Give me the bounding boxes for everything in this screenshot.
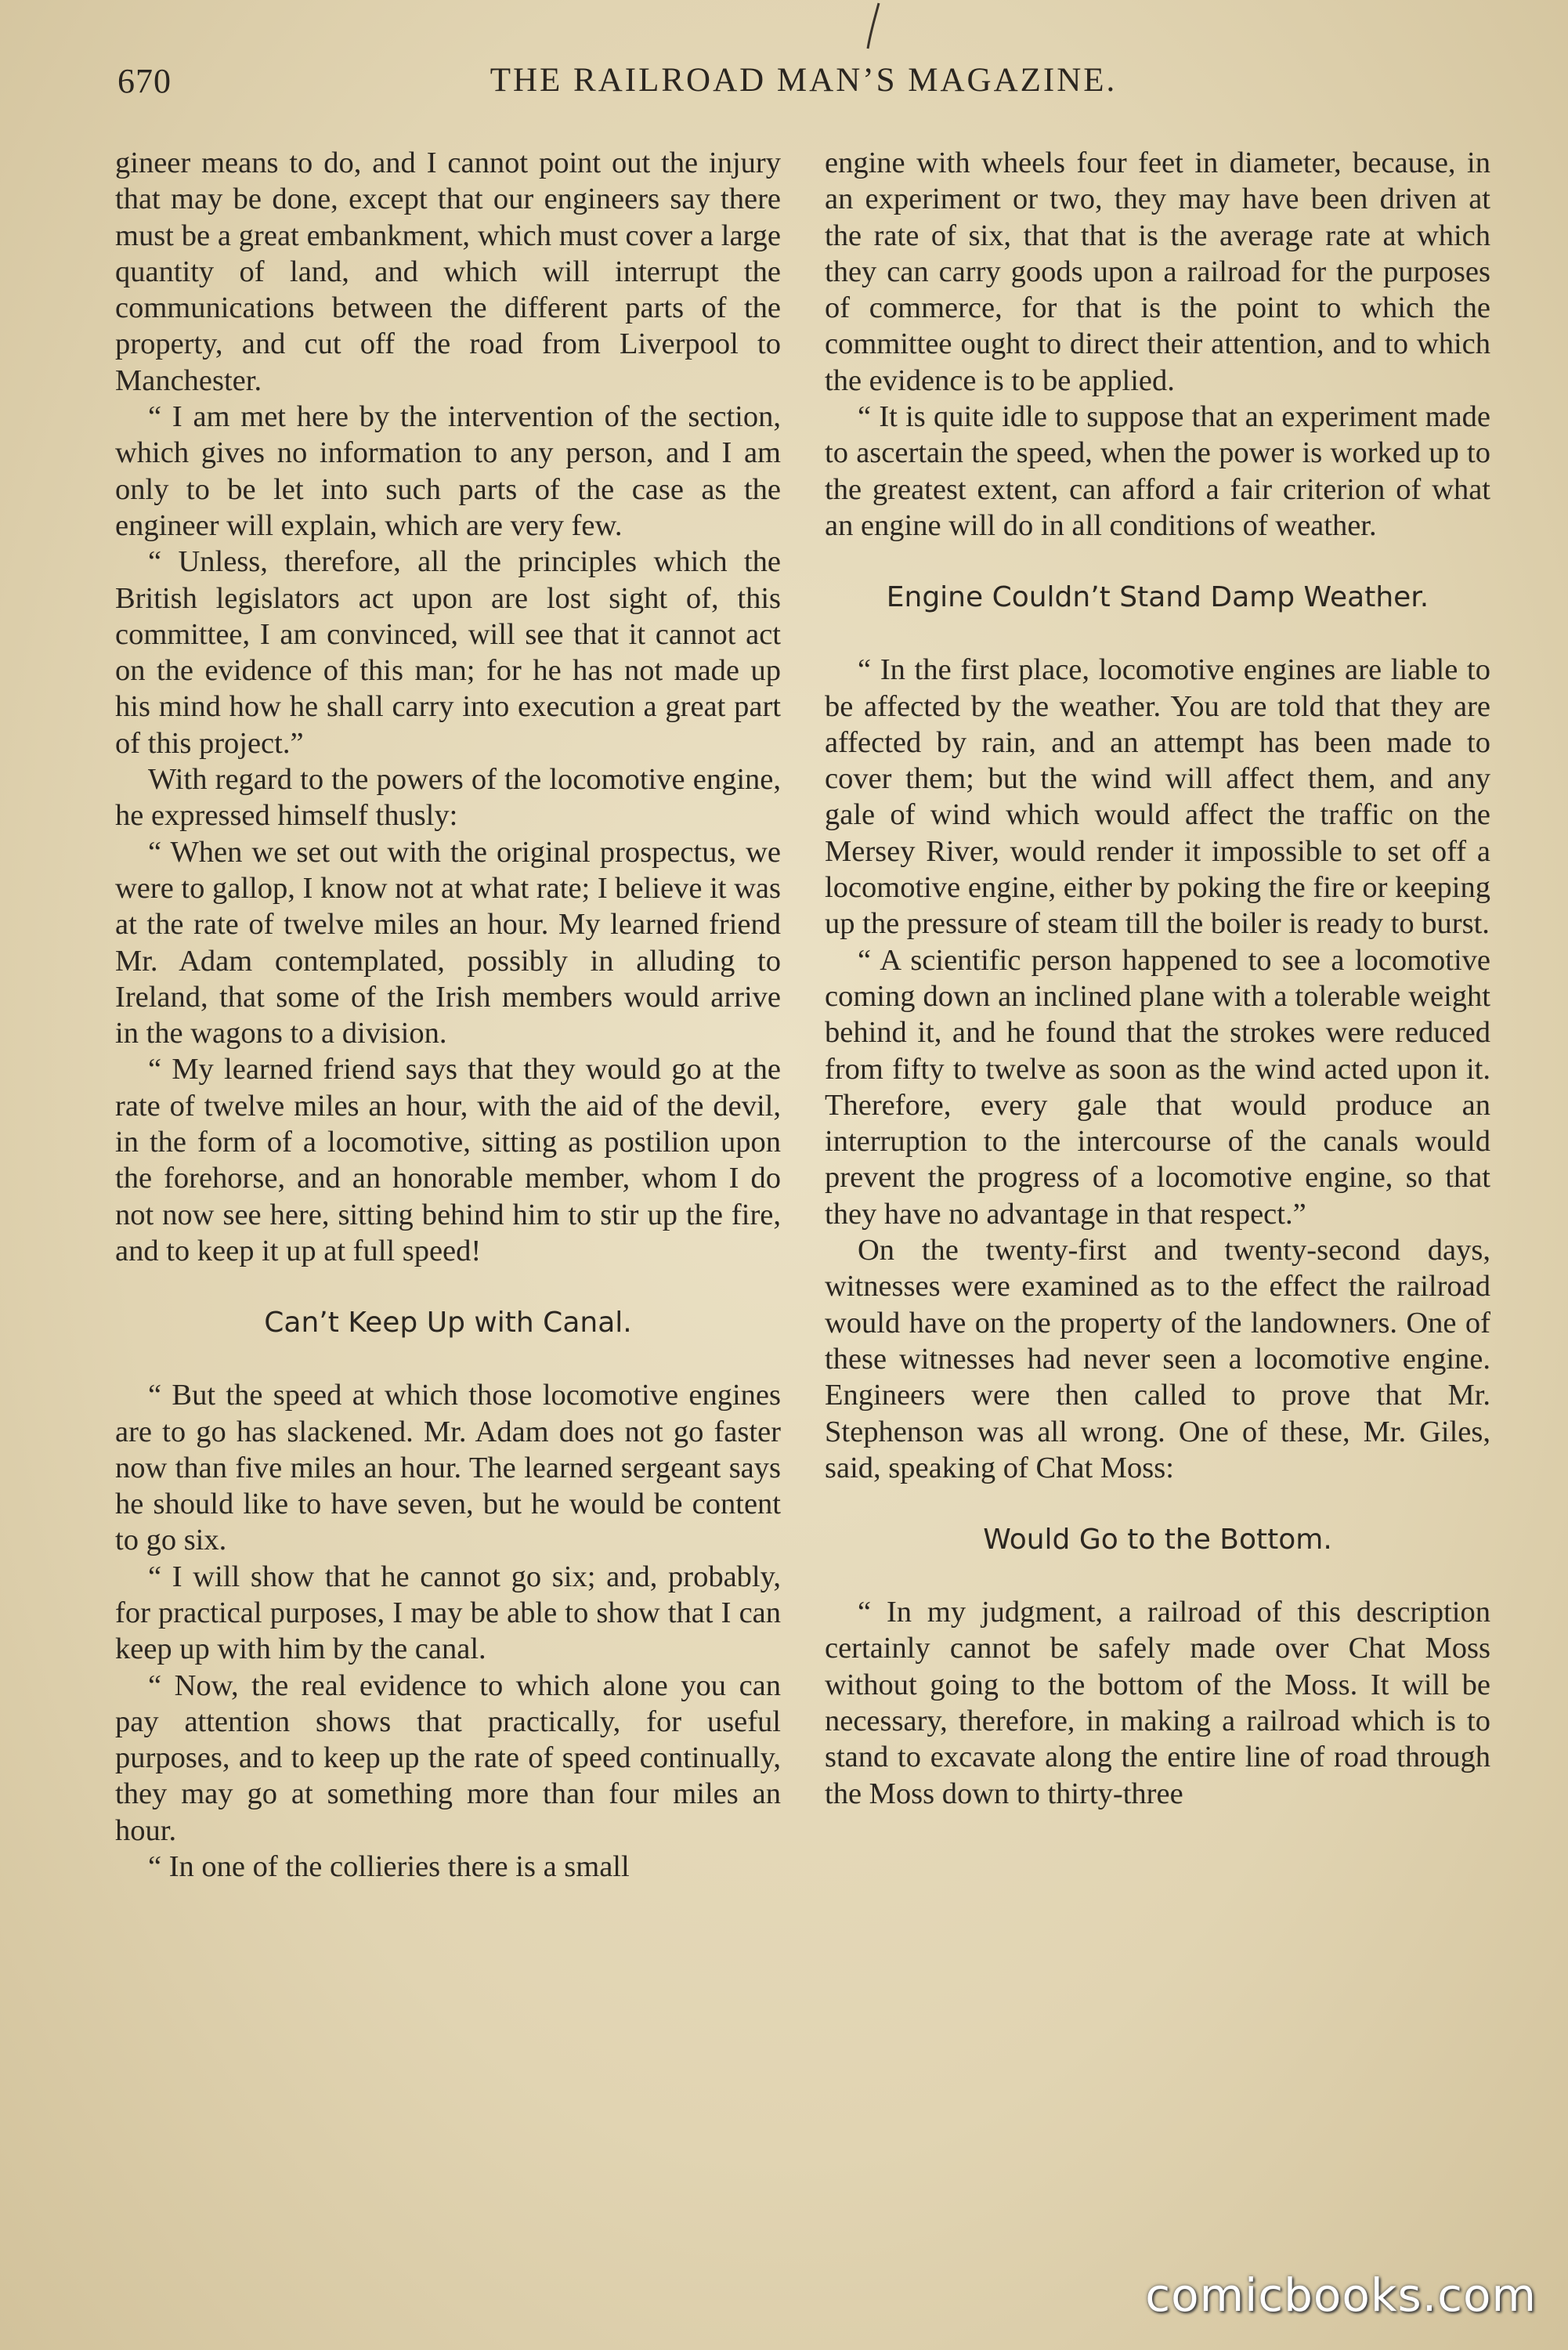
running-title: THE RAILROAD MAN’S MAGAZINE. — [490, 62, 1118, 99]
paragraph: On the twenty-first and twenty-second days, witnesses were examined as to the effect the railroad would have on the property of the landowners. One of these witnesses had never seen a locomotive engine. Engineers were then called to prove that Mr. Stephenson was all wrong. One of these, Mr. Giles, said, speaking of Chat Moss: — [825, 1234, 1490, 1484]
page-header — [117, 61, 1490, 108]
left-column — [115, 145, 781, 2260]
page-number: 670 — [117, 62, 172, 100]
paragraph: “ I am met here by the intervention of the section, which gives no information to any person, and I am only to be let into such parts of the case as the engineer will explain, which are very few. — [115, 400, 781, 542]
paragraph: “ A scientific person happened to see a locomotive coming down an inclined plane with a tolerable weight behind it, and he found that the strokes were reduced from fifty to twelve as soon as the wind acted upon it. Therefore, every gale that would produce an interruption to the intercourse of the canals would prevent the progress of a locomotive engine, so that they have no advantage in that respect.” — [825, 943, 1490, 1231]
paragraph: “ My learned friend says that they would go at the rate of twelve miles an hour, with the aid of the devil, in the form of a locomotive, sitting as postilion upon the forehorse, and an honorable member, whom I do not now see here, sitting behind him to stir up the fire, and to keep it up at full speed! — [115, 1053, 781, 1267]
section-heading: Can’t Keep Up with Canal. — [264, 1307, 632, 1340]
paragraph: “ Unless, therefore, all the principles which the British legislators act upon are lost sight of, this committee, I am convinced, will see that it cannot act on the evidence of this man; for he has not made up his mind how he shall carry into execution a great part of this project.” — [115, 545, 781, 760]
paragraph: “ Now, the real evidence to which alone you can pay attention shows that practically, for useful purposes, and to keep up the rate of speed continually, they may go at something more than four miles an hour. — [115, 1668, 781, 1847]
paragraph: “ It is quite idle to suppose that an experiment made to ascertain the speed, when the power is worked up to the greatest extent, can afford a fair criterion of what an engine will do in all conditions of weather. — [825, 400, 1490, 542]
section-heading: Would Go to the Bottom. — [983, 1524, 1332, 1556]
section-heading: Engine Couldn’t Stand Damp Weather. — [886, 581, 1429, 614]
paragraph: gineer means to do, and I cannot point out the injury that may be done, except that our engineers say there must be a great embankment, which must cover a large quantity of land, and which will interrupt the communications between the different parts of the property, and cut off the road from Liverpool to Manchester. — [115, 146, 781, 397]
paragraph: With regard to the powers of the locomotive engine, he expressed himself thusly: — [115, 763, 781, 833]
paragraph: “ In my judgment, a railroad of this description certainly cannot be safely made over Chat Moss without going to the bottom of the Moss. It will be necessary, therefore, in making a railroad which is to stand to excavate along the entire line of road through the Moss down to thirty-three — [825, 1596, 1490, 1810]
watermark: comicbooks.com — [1145, 2269, 1537, 2322]
paragraph: “ But the speed at which those locomotive engines are to go has slackened. Mr. Adam does not go faster now than five miles an hour. The learned sergeant says he should like to have seven, but he would be content to go six. — [115, 1379, 781, 1557]
pencil-mark — [862, 0, 885, 55]
right-column — [825, 145, 1490, 2260]
paragraph: “ In the first place, locomotive engines are liable to be affected by the weather. You are told that they are affected by rain, and an attempt has been made to cover them; but the wind will affect them, and any gale of wind which would affect the traffic on the Mersey River, would render it impossible to set off a locomotive engine, either by poking the fire or keeping up the pressure of steam till the boiler is ready to burst. — [825, 653, 1490, 941]
paragraph: “ In one of the collieries there is a small — [148, 1850, 630, 1884]
paragraph: “ I will show that he cannot go six; and, probably, for practical purposes, I may be able to show that I can keep up with him by the canal. — [115, 1560, 781, 1666]
paragraph: engine with wheels four feet in diameter, because, in an experiment or two, they may have been driven at the rate of six, that that is the average rate at which they can carry goods upon a railroad for the purposes of commerce, for that is the point to which the committee ought to direct their attention, and to which the evidence is to be applied. — [825, 146, 1490, 397]
paragraph: “ When we set out with the original prospectus, we were to gallop, I know not at what rate; I believe it was at the rate of twelve miles an hour. My learned friend Mr. Adam contemplated, possibly in alluding to Ireland, that some of the Irish members would arrive in the wagons to a division. — [115, 835, 781, 1050]
